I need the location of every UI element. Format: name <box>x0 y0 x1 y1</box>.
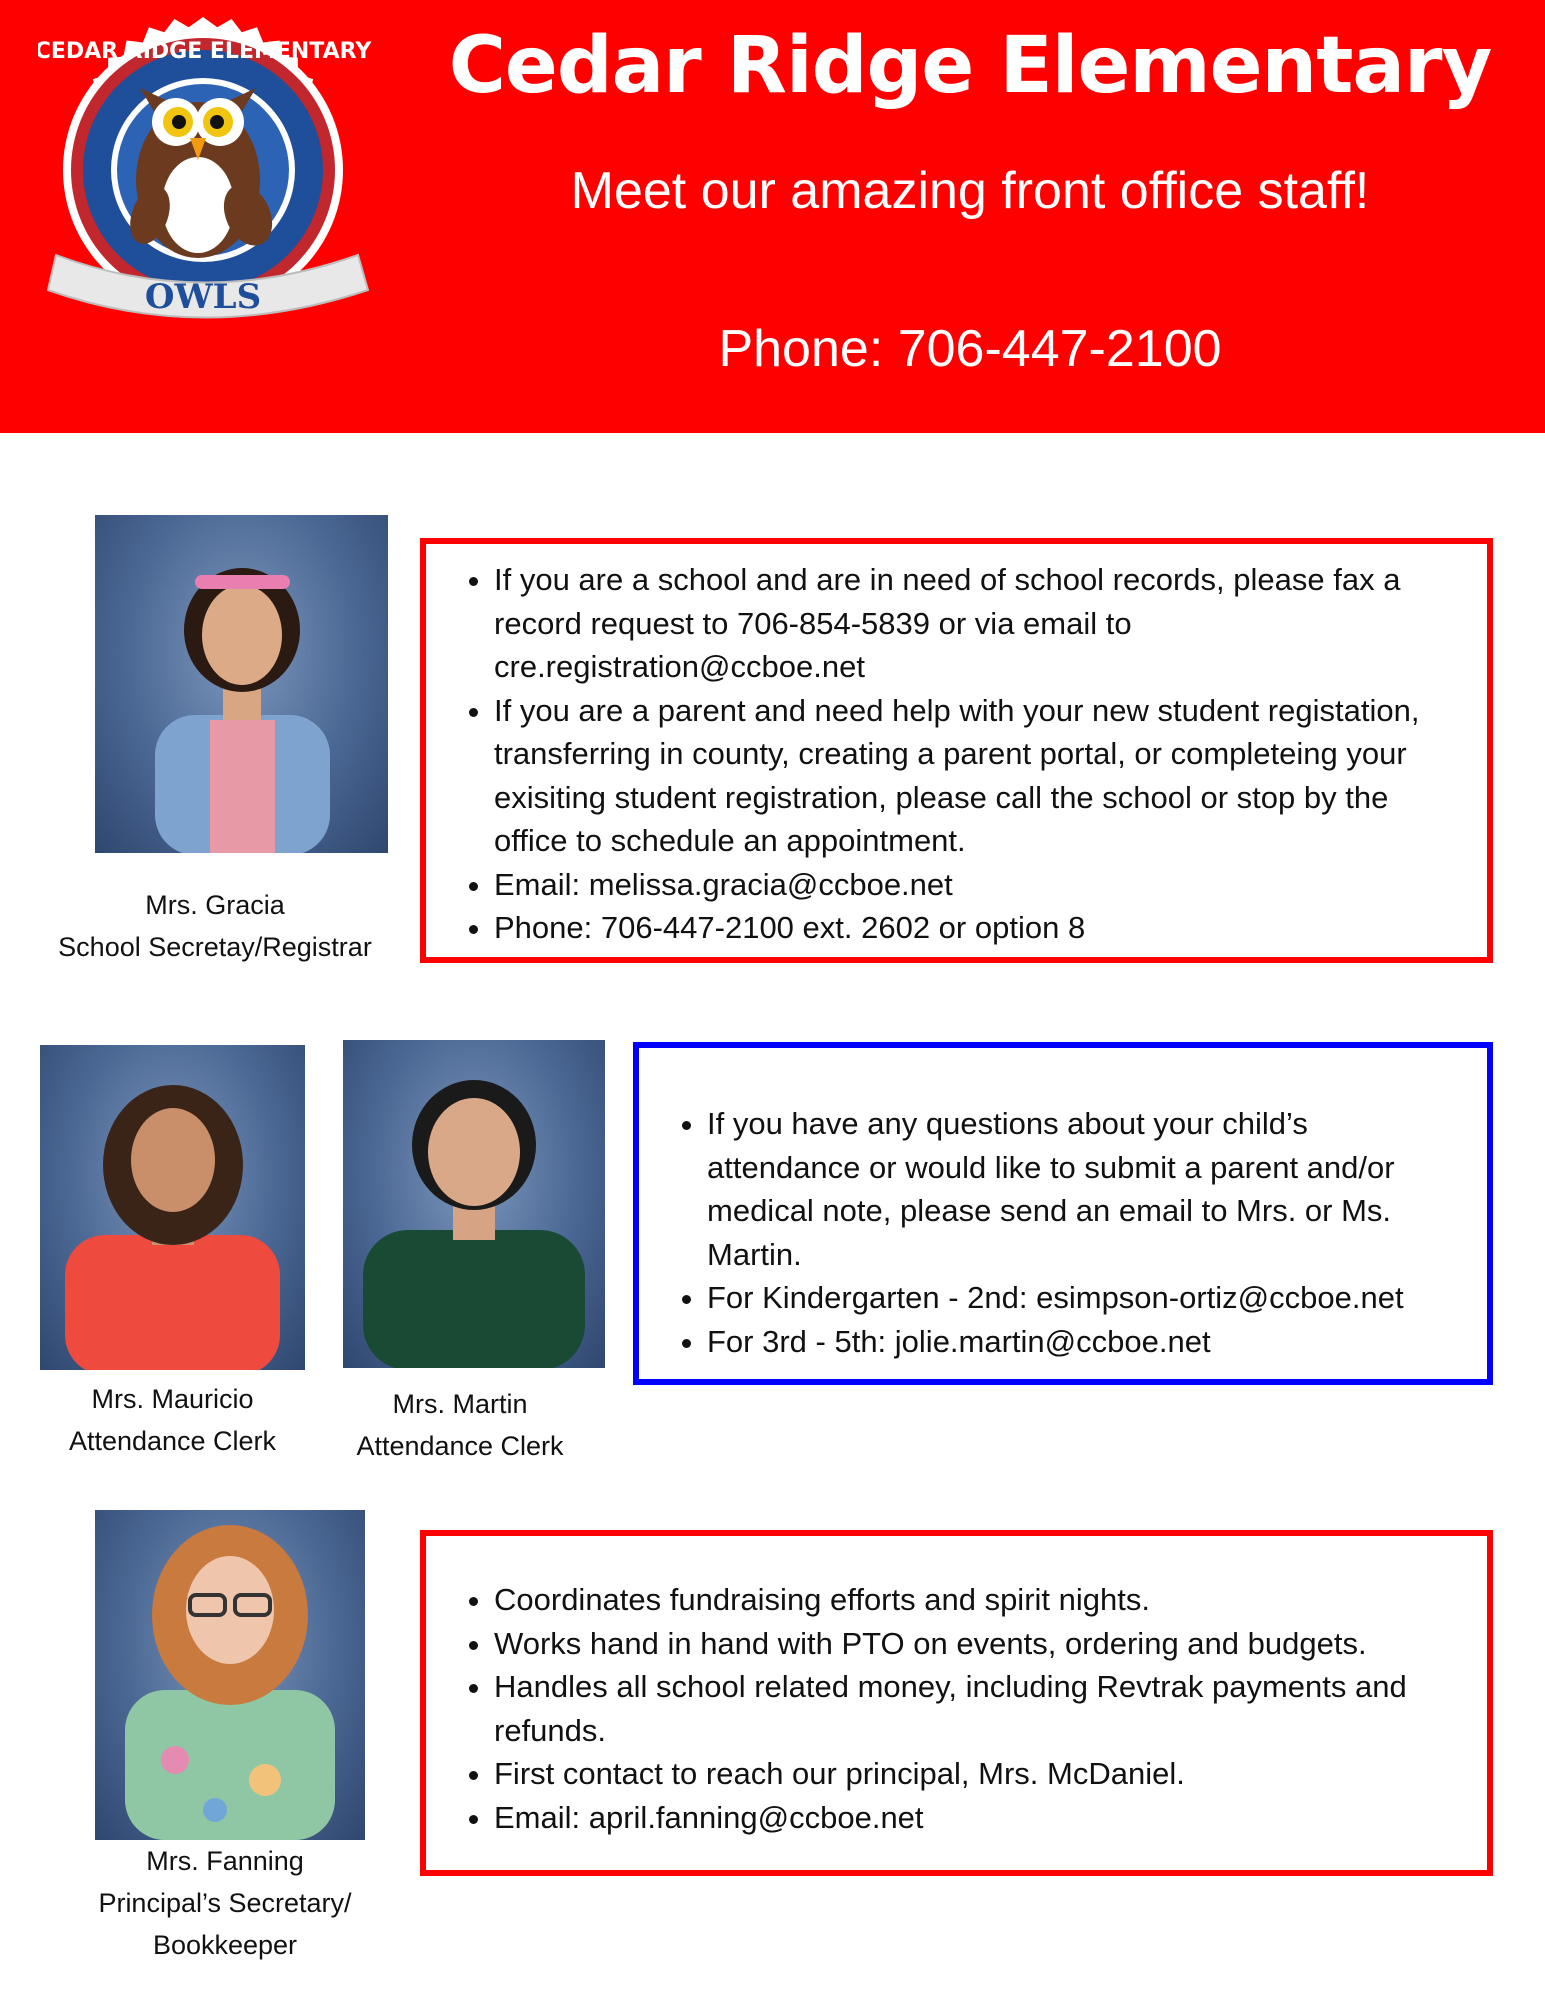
page-title: Cedar Ridge Elementary <box>448 21 1492 111</box>
list-item: • If you have any questions about your child’s attendance or would like to submit a parent and/or medical note, please send an email to Mrs. or Ms. Martin. <box>707 1102 1465 1276</box>
header-banner <box>0 0 1545 433</box>
logo-banner-text: OWLS <box>144 277 262 317</box>
staff-role: Attendance Clerk <box>356 1431 564 1461</box>
main-phone: Phone: 706-447-2100 <box>718 320 1222 378</box>
staff-name: Mrs. Martin <box>392 1389 528 1419</box>
staff-name: Mrs. Fanning <box>146 1846 304 1876</box>
staff-caption-gracia <box>30 884 400 968</box>
staff-name: Mrs. Gracia <box>145 890 285 920</box>
list-item: • Email: melissa.gracia@ccboe.net <box>494 863 1465 907</box>
logo-top-text: CEDAR RIDGE ELEMENTARY <box>38 39 372 64</box>
staff-photo-mauricio <box>40 1045 305 1370</box>
list-item: • Email: april.fanning@ccboe.net <box>494 1796 1465 1840</box>
school-logo <box>38 10 378 345</box>
list-item: • Phone: 706-447-2100 ext. 2602 or option 8 <box>494 906 1465 950</box>
list-item: • If you are a parent and need help with your new student registation, transferring in county, creating a parent portal, or completeing your exisiting student registration, please call the school or stop by the office to schedule an appointment. <box>494 689 1465 863</box>
staff-photo-fanning <box>95 1510 365 1840</box>
page-subtitle: Meet our amazing front office staff! <box>570 162 1370 220</box>
staff-name: Mrs. Mauricio <box>91 1384 254 1414</box>
list-item: • For 3rd - 5th: jolie.martin@ccboe.net <box>707 1320 1465 1364</box>
info-box-registrar <box>420 538 1493 963</box>
staff-caption-mauricio <box>30 1378 315 1462</box>
list-item: • Handles all school related money, including Revtrak payments and refunds. <box>494 1665 1465 1752</box>
staff-caption-martin <box>330 1383 590 1467</box>
staff-photo-martin <box>343 1040 605 1368</box>
info-box-bookkeeper <box>420 1530 1493 1876</box>
staff-role: Principal’s Secretary/ <box>98 1888 352 1918</box>
staff-caption-fanning <box>60 1840 390 1966</box>
list-item: • Coordinates fundraising efforts and spirit nights. <box>494 1578 1465 1622</box>
list-item: • First contact to reach our principal, Mrs. McDaniel. <box>494 1752 1465 1796</box>
info-box-attendance <box>633 1042 1493 1385</box>
list-item: • If you are a school and are in need of school records, please fax a record request to 706-854-5839 or via email to cre.registration@ccboe.net <box>494 558 1465 689</box>
list-item: • Works hand in hand with PTO on events, ordering and budgets. <box>494 1622 1465 1666</box>
staff-role: Bookkeeper <box>152 1930 298 1960</box>
staff-role: Attendance Clerk <box>68 1426 277 1456</box>
staff-role: School Secretay/Registrar <box>58 932 372 962</box>
list-item: • For Kindergarten - 2nd: esimpson-ortiz@ccboe.net <box>707 1276 1465 1320</box>
staff-photo-gracia <box>95 515 388 853</box>
